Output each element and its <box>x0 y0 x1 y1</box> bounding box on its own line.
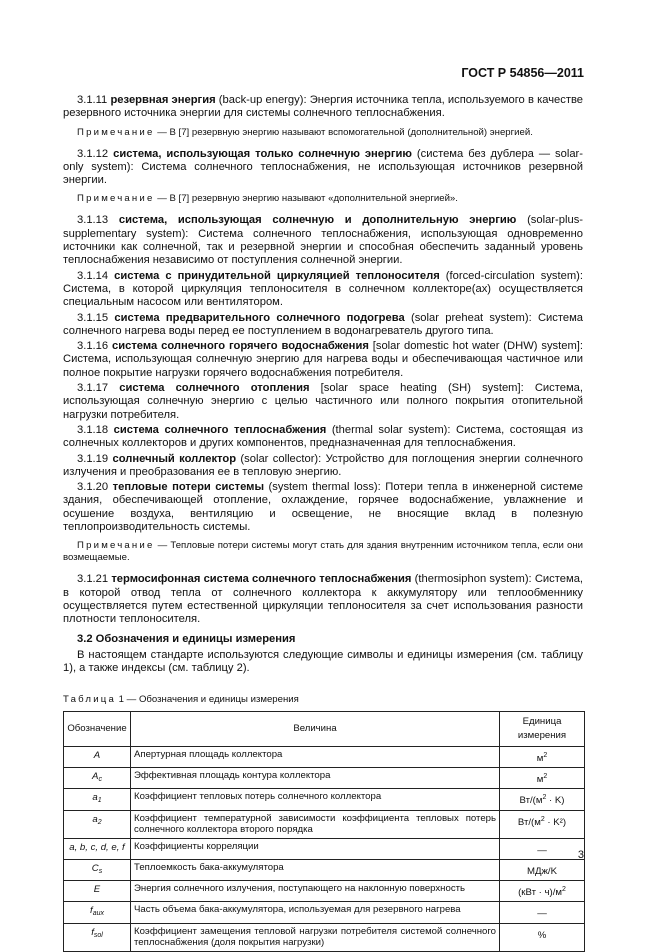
quantity-cell: Часть объема бака-аккумулятора, используемая для резервного нагрева <box>131 902 500 923</box>
quantity-cell: Энергия солнечного излучения, поступающего на наклонную поверхность <box>131 881 500 902</box>
term: система солнечного горячего водоснабжения <box>112 340 369 353</box>
term: система предварительного солнечного подогрева <box>114 311 405 324</box>
term: система, использующая солнечную и дополнительную энергию <box>118 214 517 227</box>
unit-tail: · K²) <box>544 816 567 828</box>
symbol-subscript: 2 <box>97 818 102 826</box>
unit-cell <box>500 810 585 838</box>
table-row <box>64 789 585 810</box>
note-text: — В [7] резервную энергию называют «дополнительной энергией». <box>157 193 458 205</box>
clause-3-1-13 <box>63 214 583 267</box>
symbol: C <box>91 862 99 874</box>
quantity-cell: Коэффициент замещения тепловой нагрузки потребителя системой солнечного теплоснабжения (доля покрытия нагрузки) <box>131 923 500 951</box>
definition: [solar space heating (SH) system]: Система, использующая солнечную энергию с целью частичного или полного покрытия отопительной нагрузки потребителя. <box>63 382 583 421</box>
definition: (forced-circulation system): Система, в которой циркуляция теплоносителя в солнечном коллекторе(ах) осуществляется специальным насосом или вентилятором. <box>63 269 583 309</box>
header-unit: Единица измерения <box>500 711 585 746</box>
unit-tail: · K) <box>546 795 565 807</box>
unit: % <box>537 929 547 941</box>
unit-superscript: 2 <box>561 886 566 894</box>
clause-3-1-12 <box>63 148 583 188</box>
note-3 <box>63 540 583 564</box>
symbol-subscript: sol <box>93 931 103 939</box>
definition: (solar preheat system): Система солнечного нагрева воды перед ее поступлением в водонагреватель другого типа. <box>63 311 584 337</box>
quantity-cell: Коэффициент тепловых потерь солнечного коллектора <box>131 789 500 810</box>
unit-cell <box>500 881 585 902</box>
unit-cell <box>500 923 585 951</box>
unit: — <box>537 908 547 920</box>
clause-3-1-14 <box>63 270 583 310</box>
symbol-cell <box>64 859 131 880</box>
clause-number: 3.1.20 <box>77 481 109 494</box>
clause-number: 3.1.13 <box>77 214 109 227</box>
clause-number: 3.1.19 <box>77 452 109 465</box>
table-row <box>64 746 585 767</box>
symbol: E <box>93 884 101 896</box>
symbol-cell <box>64 810 131 838</box>
quantity-cell: Коэффициент температурной зависимости коэффициента тепловых потерь солнечного коллектора второго порядка <box>131 810 500 838</box>
term: солнечный коллектор <box>112 452 237 465</box>
table-body <box>64 746 585 951</box>
caption-text: 1 — Обозначения и единицы измерения <box>116 694 299 706</box>
unit-cell <box>500 838 585 859</box>
note-1 <box>63 127 583 139</box>
term: система с принудительной циркуляцией теплоносителя <box>114 269 440 282</box>
symbol-subscript: s <box>98 867 103 875</box>
note-text: — В [7] резервную энергию называют вспомогательной (дополнительной) энергией. <box>157 126 533 138</box>
unit: Вт/(м <box>517 816 541 828</box>
symbol-cell <box>64 838 131 859</box>
page-number: 3 <box>577 849 584 861</box>
clause-number: 3.1.17 <box>77 382 109 395</box>
unit-superscript: 2 <box>543 772 548 780</box>
note-label: Примечание <box>77 126 155 138</box>
unit: м <box>536 752 544 764</box>
unit-superscript: 2 <box>543 751 548 759</box>
unit-cell <box>500 746 585 767</box>
unit-superscript: 2 <box>540 815 545 823</box>
definition: [solar domestic hot water (DHW) system]: Система, использующая солнечную энергию для нагрева воды и обеспечивающая частичное или полное покрытие нагрузки горячего водоснабжения потребителя. <box>63 340 584 379</box>
table-row <box>64 767 585 788</box>
note-text: — Тепловые потери системы могут стать для здания внутренним источником тепла, если они возмещаемые. <box>63 540 583 564</box>
unit-superscript: 2 <box>542 794 547 802</box>
definition: (система без дублера — solar-only system): Система солнечного теплоснабжения, не использующая источников резервной энергии. <box>63 147 584 187</box>
definition: (back-up energy): Энергия источника тепла, используемого в качестве резервного источника энергии для системы солнечного теплоснабжения. <box>63 94 584 120</box>
symbol-cell <box>64 881 131 902</box>
table-row <box>64 838 585 859</box>
clause-number: 3.1.11 <box>77 94 108 106</box>
quantity-cell: Апертурная площадь коллектора <box>131 746 500 767</box>
term: тепловые потери системы <box>112 481 265 494</box>
unit: МДж/K <box>527 865 557 877</box>
quantity-cell: Коэффициенты корреляции <box>131 838 500 859</box>
quantity-cell: Теплоемкость бака-аккумулятора <box>131 859 500 880</box>
clause-3-1-11 <box>63 94 583 121</box>
quantity-cell: Эффективная площадь контура коллектора <box>131 767 500 788</box>
clause-3-1-18 <box>63 424 583 451</box>
unit: м <box>536 773 544 785</box>
term: система солнечного отопления <box>119 382 310 395</box>
clause-3-1-19 <box>63 453 583 480</box>
clause-number: 3.1.14 <box>77 269 109 282</box>
term: резервная энергия <box>110 94 216 106</box>
clause-3-1-15 <box>63 312 583 339</box>
document-body <box>63 94 583 952</box>
table-row <box>64 859 585 880</box>
unit-cell <box>500 767 585 788</box>
symbol-cell <box>64 789 131 810</box>
unit-cell <box>500 789 585 810</box>
symbol-cell <box>64 746 131 767</box>
caption-label: Таблица <box>63 694 117 706</box>
symbol-subscript: aux <box>92 910 104 918</box>
clause-3-1-20 <box>63 481 583 534</box>
note-2 <box>63 193 583 205</box>
clause-number: 3.1.12 <box>77 147 109 160</box>
symbol-subscript: c <box>98 775 102 783</box>
note-label: Примечание <box>77 540 155 552</box>
symbol: a <box>92 813 98 825</box>
section-heading: 3.2 Обозначения и единицы измерения <box>77 632 296 645</box>
unit: Вт/(м <box>519 795 543 807</box>
unit-cell <box>500 902 585 923</box>
table-row <box>64 810 585 838</box>
table-row <box>64 881 585 902</box>
symbol: f <box>90 905 93 917</box>
term: система, использующая только солнечную энергию <box>113 147 412 160</box>
clause-number: 3.1.21 <box>77 573 109 586</box>
unit: (кВт · ч)/м <box>518 887 562 899</box>
table-header-row <box>64 711 585 746</box>
section-intro: В настоящем стандарте используются следующие символы и единицы измерения (см. таблицу 1), а также индексы (см. таблицу 2). <box>63 648 583 675</box>
clause-3-1-16 <box>63 340 583 380</box>
symbol: A <box>93 749 101 761</box>
symbol: A <box>92 770 99 782</box>
symbol-cell <box>64 923 131 951</box>
table-row <box>64 902 585 923</box>
definition: (thermal solar system): Система, состоящая из солнечных коллекторов и других компонентов, предназначенная для теплоснабжения. <box>63 423 583 450</box>
unit-cell <box>500 859 585 880</box>
definition: (solar-plus-supplementary system): Система солнечного теплоснабжения, использующая одновременно источники как солнечной, так и резервной энергии и способная обеспечить заданный уровень теплоснабжения независимо от поступления солнечной энергии. <box>63 214 584 267</box>
clause-number: 3.1.16 <box>77 340 109 353</box>
symbol-cell <box>64 902 131 923</box>
definition: (system thermal loss): Потери тепла в инженерной системе здания, обеспечивающей отопление, охлаждение, горячее водоснабжение, увлажнение и осушение воздуха, вентиляцию и освещение, не вносящие вклад в полезную теплопроизводительность системы. <box>63 481 583 534</box>
document-id: ГОСТ Р 54856—2011 <box>461 66 584 80</box>
clause-3-1-17 <box>63 382 583 422</box>
symbol: a, b, c, d, e, f <box>69 841 125 853</box>
unit: — <box>537 844 547 856</box>
table-row <box>64 923 585 951</box>
symbol-cell <box>64 767 131 788</box>
header-symbol: Обозначение <box>64 711 131 746</box>
definition: (thermosiphon system): Система, в которой отвод тепла от солнечного коллектора к аккумулятору или теплообменнику осуществляется путем естественной циркуляции теплоносителя за счет использования разности плотности теплоносителя. <box>63 573 584 626</box>
symbol: f <box>91 926 94 938</box>
clause-3-1-21 <box>63 573 583 626</box>
table-caption <box>63 693 583 706</box>
clause-number: 3.1.18 <box>77 423 109 436</box>
symbol: a <box>92 792 98 804</box>
symbol-subscript: 1 <box>97 797 102 805</box>
clause-number: 3.1.15 <box>77 311 109 324</box>
note-label: Примечание <box>77 193 155 205</box>
definition: (solar collector): Устройство для поглощения энергии солнечного излучения и преобразования ее в тепловую энергию. <box>63 452 584 478</box>
header-quantity: Величина <box>131 711 500 746</box>
term: система солнечного теплоснабжения <box>113 423 327 436</box>
symbols-table <box>63 711 585 952</box>
term: термосифонная система солнечного теплоснабжения <box>111 573 412 586</box>
